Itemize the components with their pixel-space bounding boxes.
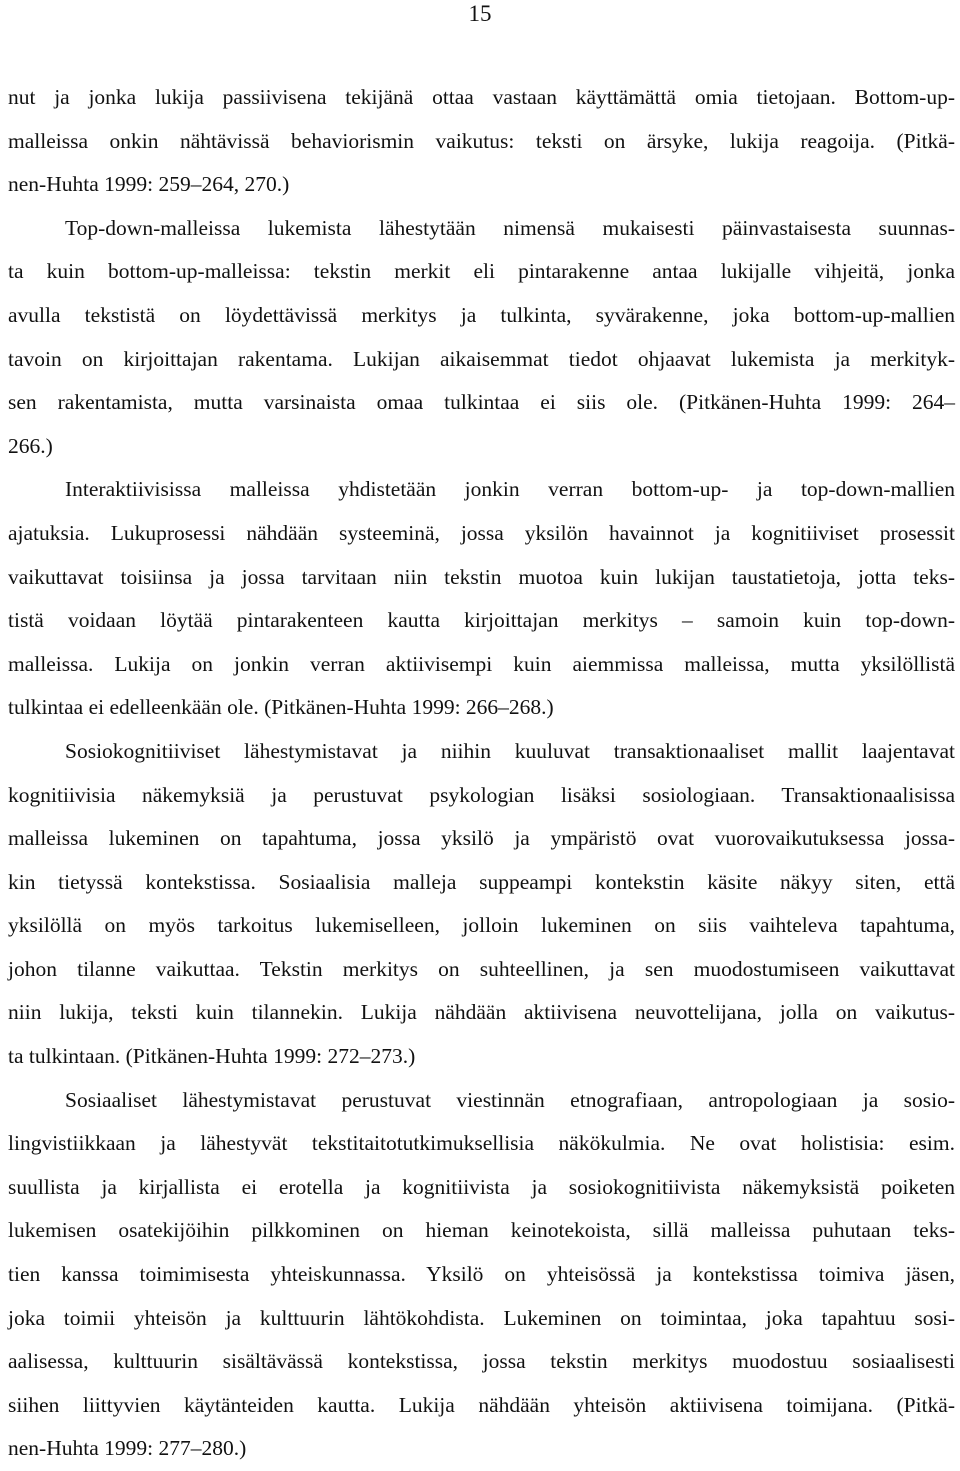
- page-number: 15: [468, 1, 492, 26]
- text-line: malleissa onkin nähtävissä behaviorismin vaikutus: teksti on ärsyke, lukija reagoija. (Pitkä-: [8, 128, 955, 153]
- text-line: tavoin on kirjoittajan rakentama. Lukijan aikaisemmat tiedot ohjaavat lukemista ja merkityk-: [8, 346, 955, 371]
- text-line: Sosiaaliset lähestymistavat perustuvat viestinnän etnografiaan, antropologiaan ja sosio-: [65, 1087, 955, 1112]
- text-line: malleissa lukeminen on tapahtuma, jossa yksilö ja ympäristö ovat vuorovaikutuksessa jossa-: [8, 826, 955, 851]
- text-line: avulla tekstistä on löydettävissä merkitys ja tulkinta, syvärakenne, joka bottom-up-mallien: [8, 302, 955, 327]
- text-line: johon tilanne vaikuttaa. Tekstin merkitys on suhteellinen, ja sen muodostumiseen vaikuttavat: [8, 956, 955, 981]
- text-line: sen rakentamista, mutta varsinaista omaa tulkintaa ei siis ole. (Pitkänen-Huhta 1999: 264–: [8, 390, 955, 415]
- text-line: joka toimii yhteisön ja kulttuurin lähtökohdista. Lukeminen on toimintaa, joka tapahtuu sosi-: [8, 1305, 955, 1330]
- text-line: Top-down-malleissa lukemista lähestytään nimensä mukaisesti päinvastaisesta suunnas-: [65, 215, 955, 240]
- text-line: nut ja jonka lukija passiivisena tekijänä ottaa vastaan käyttämättä omia tietojaan. Bottom-up-: [8, 85, 955, 109]
- text-line: nen-Huhta 1999: 259–264, 270.): [8, 172, 290, 197]
- text-line: nen-Huhta 1999: 277–280.): [8, 1436, 247, 1461]
- text-line: Interaktiivisissa malleissa yhdistetään jonkin verran bottom-up- ja top-down-mallien: [65, 477, 955, 502]
- text-line: siihen liittyvien käytänteiden kautta. Lukija nähdään yhteisön aktiivisena toimijana. (Pitkä-: [8, 1392, 955, 1417]
- text-line: kognitiivisia näkemyksiä ja perustuvat psykologian lisäksi sosiologiaan. Transaktionaalisissa: [8, 782, 955, 807]
- text-line: tulkintaa ei edelleenkään ole. (Pitkänen-Huhta 1999: 266–268.): [8, 695, 554, 720]
- text-line: ajatuksia. Lukuprosessi nähdään systeeminä, jossa yksilön havainnot ja kognitiiviset prosessit: [8, 520, 955, 545]
- text-line: suullista ja kirjallista ei erotella ja kognitiivista ja sosiokognitiivista näkemyksistä poiketen: [8, 1174, 955, 1199]
- text-line: lingvistiikkaan ja lähestyvät tekstitaitotutkimuksellisia näkökulmia. Ne ovat holistisia: esim.: [8, 1131, 955, 1156]
- body-text: [8, 76, 955, 1471]
- text-line: tistä voidaan löytää pintarakenteen kautta kirjoittajan merkitys – samoin kuin top-down-: [8, 608, 955, 633]
- text-line: lukemisen osatekijöihin pilkkominen on hieman keinotekoista, sillä malleissa puhutaan teks-: [8, 1218, 955, 1243]
- text-line: aalisessa, kulttuurin sisältävässä kontekstissa, jossa tekstin merkitys muodostuu sosiaalisesti: [8, 1349, 955, 1374]
- text-line: malleissa. Lukija on jonkin verran aktiivisempi kuin aiemmissa malleissa, mutta yksilöllistä: [8, 651, 955, 676]
- text-line: niin lukija, teksti kuin tilannekin. Lukija nähdään aktiivisena neuvottelijana, jolla on vaikutus-: [8, 1000, 955, 1025]
- text-line: tien kanssa toimimisesta yhteiskunnassa. Yksilö on yhteisössä ja kontekstissa toimiva jäsen,: [8, 1262, 955, 1287]
- text-line: 266.): [8, 433, 53, 458]
- text-line: ta kuin bottom-up-malleissa: tekstin merkit eli pintarakenne antaa lukijalle vihjeitä, jonka: [8, 259, 955, 284]
- text-line: Sosiokognitiiviset lähestymistavat ja niihin kuuluvat transaktionaaliset mallit laajentavat: [65, 738, 955, 763]
- text-line: ta tulkintaan. (Pitkänen-Huhta 1999: 272–273.): [8, 1044, 416, 1069]
- text-line: kin tietyssä kontekstissa. Sosiaalisia malleja suppeampi kontekstin käsite näkyy siten, että: [8, 869, 955, 894]
- text-line: yksilöllä on myös tarkoitus lukemiselleen, jolloin lukeminen on siis vaihteleva tapahtuma,: [8, 913, 955, 938]
- text-line: vaikuttavat toisiinsa ja jossa tarvitaan niin tekstin muotoa kuin lukijan taustatietoja, jotta teks-: [8, 564, 955, 589]
